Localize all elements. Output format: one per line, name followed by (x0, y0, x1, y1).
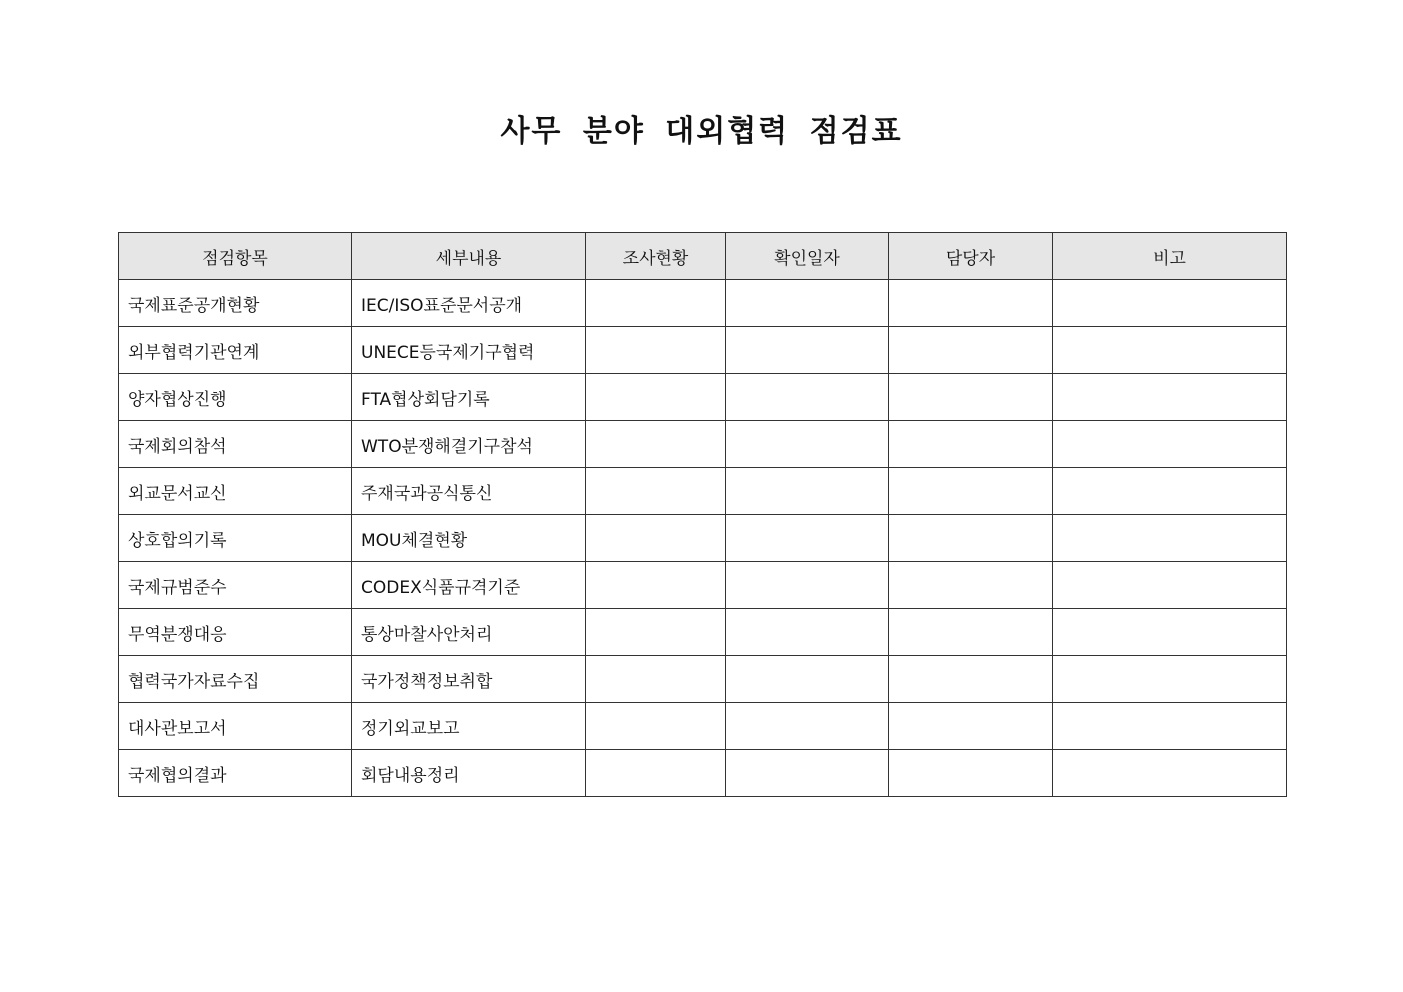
remarks-cell (1053, 515, 1287, 562)
remarks-cell (1053, 656, 1287, 703)
inspection-item-cell: 양자협상진행 (119, 374, 352, 421)
inspection-table (118, 232, 1287, 797)
survey-status-cell (586, 421, 726, 468)
table-row (119, 327, 1287, 374)
person-in-charge-cell (889, 515, 1053, 562)
table-body (119, 280, 1287, 797)
person-in-charge-cell (889, 656, 1053, 703)
details-cell: WTO분쟁해결기구참석 (352, 421, 586, 468)
confirmation-date-cell (726, 750, 889, 797)
person-in-charge-cell (889, 468, 1053, 515)
confirmation-date-cell (726, 515, 889, 562)
person-in-charge-cell (889, 703, 1053, 750)
details-cell: 회담내용정리 (352, 750, 586, 797)
remarks-cell (1053, 374, 1287, 421)
person-in-charge-cell (889, 750, 1053, 797)
person-in-charge-cell (889, 327, 1053, 374)
table-row (119, 703, 1287, 750)
inspection-item-cell: 국제표준공개현황 (119, 280, 352, 327)
confirmation-date-cell (726, 421, 889, 468)
confirmation-date-cell (726, 280, 889, 327)
details-cell: 정기외교보고 (352, 703, 586, 750)
inspection-item-cell: 협력국가자료수집 (119, 656, 352, 703)
details-cell: IEC/ISO표준문서공개 (352, 280, 586, 327)
table-row (119, 280, 1287, 327)
survey-status-cell (586, 703, 726, 750)
survey-status-cell (586, 515, 726, 562)
remarks-cell (1053, 468, 1287, 515)
person-in-charge-cell (889, 374, 1053, 421)
details-cell: 국가정책정보취합 (352, 656, 586, 703)
inspection-item-cell: 대사관보고서 (119, 703, 352, 750)
remarks-cell (1053, 750, 1287, 797)
inspection-item-cell: 외교문서교신 (119, 468, 352, 515)
person-in-charge-cell (889, 609, 1053, 656)
table-row (119, 468, 1287, 515)
survey-status-cell (586, 280, 726, 327)
inspection-item-cell: 무역분쟁대응 (119, 609, 352, 656)
table-row (119, 515, 1287, 562)
table-row (119, 656, 1287, 703)
details-cell: 통상마찰사안처리 (352, 609, 586, 656)
details-cell: CODEX식품규격기준 (352, 562, 586, 609)
confirmation-date-cell (726, 327, 889, 374)
header-confirmation-date: 확인일자 (726, 233, 889, 280)
person-in-charge-cell (889, 562, 1053, 609)
table-row (119, 609, 1287, 656)
inspection-item-cell: 상호합의기록 (119, 515, 352, 562)
inspection-item-cell: 국제규범준수 (119, 562, 352, 609)
remarks-cell (1053, 327, 1287, 374)
survey-status-cell (586, 327, 726, 374)
details-cell: MOU체결현황 (352, 515, 586, 562)
inspection-item-cell: 국제회의참석 (119, 421, 352, 468)
survey-status-cell (586, 609, 726, 656)
inspection-item-cell: 국제협의결과 (119, 750, 352, 797)
person-in-charge-cell (889, 421, 1053, 468)
confirmation-date-cell (726, 609, 889, 656)
header-person-in-charge: 담당자 (889, 233, 1053, 280)
confirmation-date-cell (726, 703, 889, 750)
remarks-cell (1053, 421, 1287, 468)
table-header-row (119, 233, 1287, 280)
confirmation-date-cell (726, 468, 889, 515)
details-cell: FTA협상회담기록 (352, 374, 586, 421)
confirmation-date-cell (726, 562, 889, 609)
details-cell: 주재국과공식통신 (352, 468, 586, 515)
survey-status-cell (586, 656, 726, 703)
table-row (119, 562, 1287, 609)
person-in-charge-cell (889, 280, 1053, 327)
remarks-cell (1053, 562, 1287, 609)
inspection-item-cell: 외부협력기관연계 (119, 327, 352, 374)
survey-status-cell (586, 750, 726, 797)
details-cell: UNECE등국제기구협력 (352, 327, 586, 374)
table-row (119, 750, 1287, 797)
survey-status-cell (586, 562, 726, 609)
page-title: 사무 분야 대외협력 점검표 (500, 114, 903, 149)
survey-status-cell (586, 468, 726, 515)
remarks-cell (1053, 609, 1287, 656)
header-remarks: 비고 (1053, 233, 1287, 280)
remarks-cell (1053, 703, 1287, 750)
survey-status-cell (586, 374, 726, 421)
confirmation-date-cell (726, 374, 889, 421)
header-inspection-item: 점검항목 (119, 233, 352, 280)
header-survey-status: 조사현황 (586, 233, 726, 280)
table-row (119, 421, 1287, 468)
table-row (119, 374, 1287, 421)
header-details: 세부내용 (352, 233, 586, 280)
confirmation-date-cell (726, 656, 889, 703)
remarks-cell (1053, 280, 1287, 327)
